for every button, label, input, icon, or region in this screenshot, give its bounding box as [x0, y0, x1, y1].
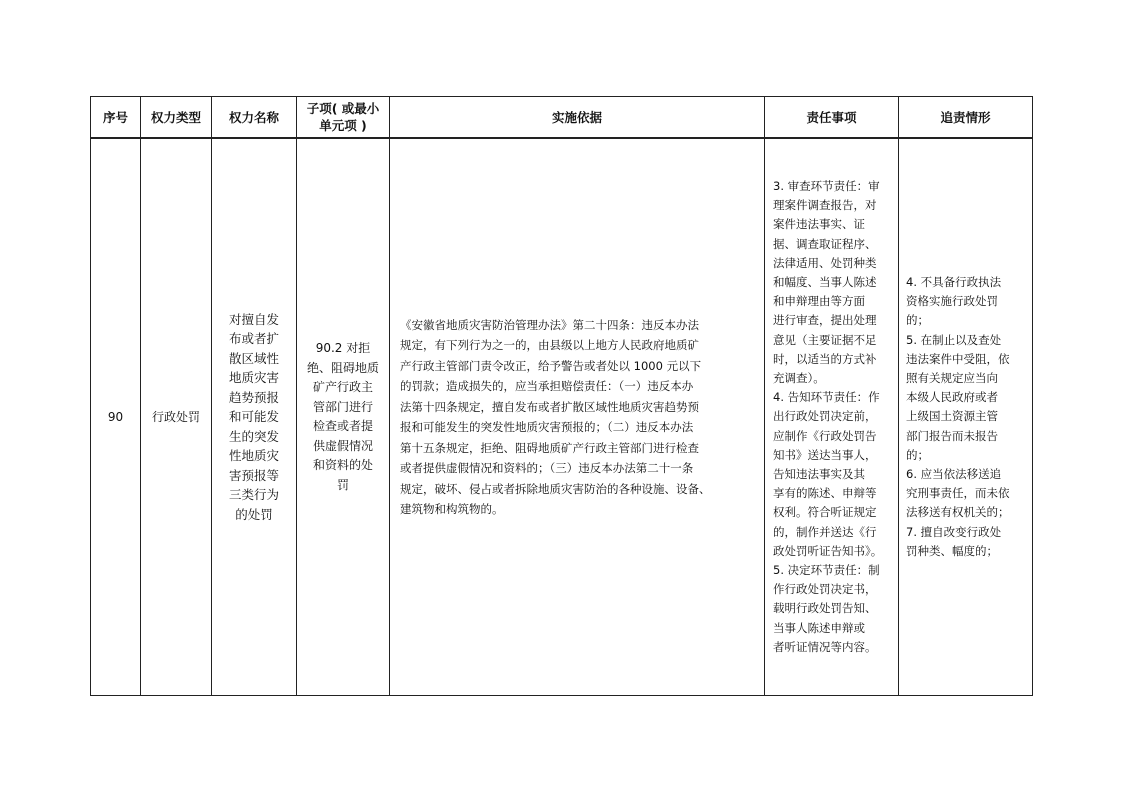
table-row: [91, 138, 1033, 696]
basis-text: 《安徽省地质灾害防治管理办法》第二十四条：违反本办法 规定，有下列行为之一的，由县级以上地方人民政府地质矿 产行政主管部门责令改正，给予警告或者处以 1000 元以下 的罚款；造成损失的，应当承担赔偿责任：（一）违反本办 法第十四条规定，擅自发布或者扩散区域性地质灾害趋势预 报和可能发生的突发性地质灾害预报的；（二）违反本办法 第十五条规定，拒绝、阻碍地质矿产行政主管部门进行检查 或者提供虚假情况和资料的；（三）违反本办法第二十一条 规定，破坏、侵占或者拆除地质灾害防治的各种设施、设备、 建筑物和构筑物的。: [400, 317, 711, 516]
header-power-type: 权力类型: [141, 97, 212, 139]
header-sub-item-label: 子项( 或最小 单元项 ): [306, 101, 380, 133]
header-seq: 序号: [91, 97, 141, 139]
cell-power-name: [212, 138, 297, 696]
power-name-text: 对擅自发 布或者扩 散区域性 地质灾害 趋势预报 和可能发 生的突发 性地质灾 害预报等 三类行为 的处罚: [228, 311, 279, 522]
cell-power-type: 行政处罚: [141, 138, 212, 696]
header-power-name: 权力名称: [212, 97, 297, 139]
header-basis: 实施依据: [390, 97, 765, 139]
header-responsibilities: 责任事项: [765, 97, 899, 139]
cell-accountability: [899, 138, 1033, 696]
cell-responsibilities: [765, 138, 899, 696]
cell-sub-item: [297, 138, 390, 696]
header-accountability: 追责情形: [899, 97, 1033, 139]
header-sub-item: [297, 97, 390, 139]
sub-item-text: 90.2 对拒 绝、阻碍地质 矿产行政主 管部门进行 检查或者提 供虚假情况 和资料的处 罚: [306, 341, 379, 492]
cell-seq: 90: [91, 138, 141, 696]
responsibilities-text: 3. 审查环节责任：审 理案件调查报告，对 案件违法事实、证 据、调查取证程序、 法律适用、处罚种类 和幅度、当事人陈述 和申辩理由等方面 进行审查，提出处理 意见（主要证据不足 时，以适当的方式补 充调查）。 4. 告知环节责任：作 出行政处罚决定前， 应制作《行政处罚告 知书》送达当事人， 告知违法事实及其 享有的陈述、申辩等 权利。符合听证规定 的，制作并送达《行 政处罚听证告知书》。 5. 决定环节责任：制 作行政处罚决定书， 载明行政处罚告知、 当事人陈述申辩或 者听证情况等内容。: [773, 178, 883, 654]
table-header-row: [91, 97, 1033, 139]
cell-basis: [390, 138, 765, 696]
accountability-text: 4. 不具备行政执法 资格实施行政处罚 的； 5. 在制止以及查处 违法案件中受阻，依 照有关规定应当向 本级人民政府或者 上级国土资源主管 部门报告而未报告 的； 6. 应当依法移送追 究刑事责任，而未依 法移送有权机关的； 7. 擅自改变行政处 罚种类、幅度的；: [906, 274, 1010, 558]
power-list-table: [90, 96, 1033, 696]
